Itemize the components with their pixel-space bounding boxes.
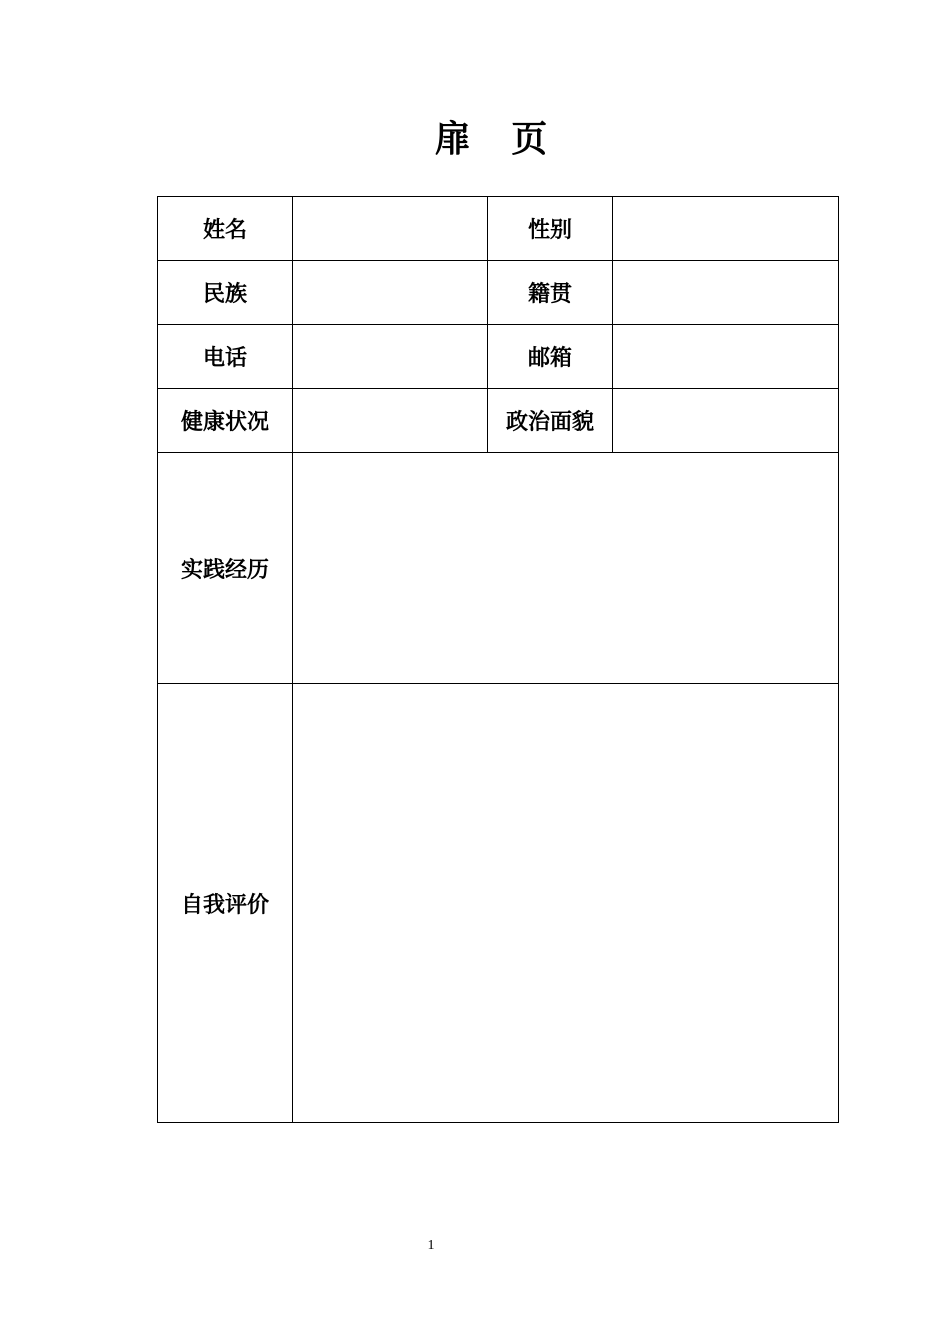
form-row-phone xyxy=(158,325,839,389)
resume-form-table xyxy=(157,196,839,1123)
name-label: 姓名 xyxy=(158,197,293,261)
phone-field[interactable] xyxy=(293,325,488,389)
self-eval-label: 自我评价 xyxy=(158,684,293,1123)
form-row-practice xyxy=(158,453,839,684)
political-label: 政治面貌 xyxy=(488,389,613,453)
form-row-self-eval xyxy=(158,684,839,1123)
self-eval-field[interactable] xyxy=(293,684,839,1123)
phone-label: 电话 xyxy=(158,325,293,389)
ethnicity-field[interactable] xyxy=(293,261,488,325)
practice-label: 实践经历 xyxy=(158,453,293,684)
practice-field[interactable] xyxy=(293,453,839,684)
ethnicity-label: 民族 xyxy=(158,261,293,325)
form-row-ethnicity xyxy=(158,261,839,325)
email-label: 邮箱 xyxy=(488,325,613,389)
page-number: 1 xyxy=(427,1238,435,1253)
gender-label: 性别 xyxy=(488,197,613,261)
name-field[interactable] xyxy=(293,197,488,261)
form-row-health xyxy=(158,389,839,453)
health-field[interactable] xyxy=(293,389,488,453)
hometown-label: 籍贯 xyxy=(488,261,613,325)
page-title: 扉 页 xyxy=(434,119,562,160)
email-field[interactable] xyxy=(613,325,839,389)
health-label: 健康状况 xyxy=(158,389,293,453)
hometown-field[interactable] xyxy=(613,261,839,325)
form-row-name xyxy=(158,197,839,261)
political-field[interactable] xyxy=(613,389,839,453)
gender-field[interactable] xyxy=(613,197,839,261)
